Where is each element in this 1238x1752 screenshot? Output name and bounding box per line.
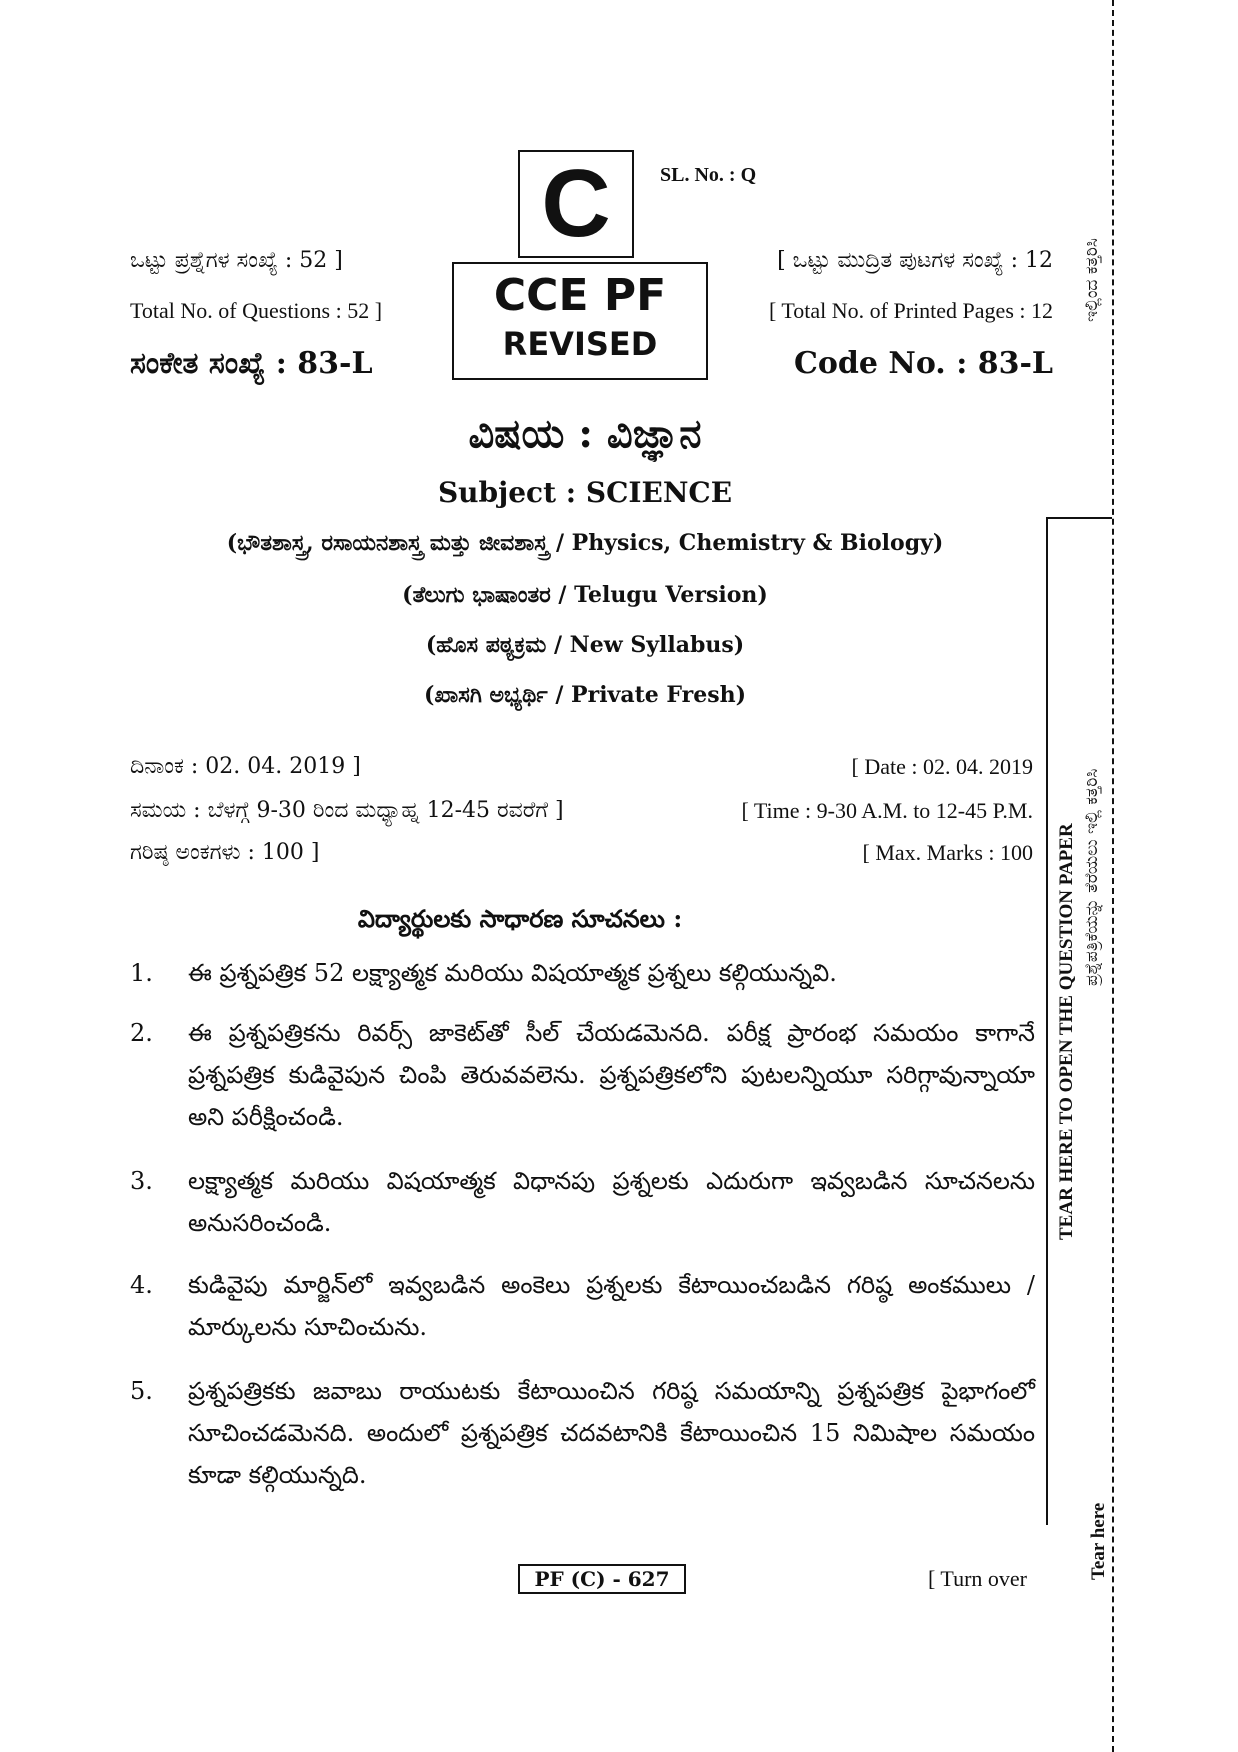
instructions-title: విద్యార్థులకు సాధారణ సూచనలు : (357, 904, 683, 933)
serial-number: SL. No. : Q (660, 164, 757, 186)
instruction-number: 3. (130, 1167, 153, 1195)
instruction-text: ప్రశ్నపత్రికకు జవాబు రాయుటకు కేటాయించిన గరిష్ఠ సమయాన్ని ప్రశ్నపత్రిక పైభాగంలో సూచించడమెనది. అందులో ప్రశ్నపత్రిక చదవటానికి కేటాయించిన 15 నిమిషాల సమయం కూడా కల్గియున్నది. (188, 1377, 1035, 1489)
instruction-item (130, 1370, 1035, 1496)
max-marks-english: [ Max. Marks : 100 (862, 840, 1033, 865)
code-number-english: Code No. : 83-L (794, 346, 1053, 381)
instruction-number: 1. (130, 959, 153, 987)
tear-panel-top-rule (1046, 517, 1112, 519)
instruction-text: ఈ ప్రశ్నపత్రికను రివర్స్ జాకెట్‌తో సీల్ చేయడమెనది. పరీక్ష ప్రారంభ సమయం కాగానే ప్రశ్నపత్రిక కుడివైపున చింపి తెరువవలెను. ప్రశ్నపత్రికలోని పుటలన్నియూ సరిగ్గావున్నాయా అని పరీక్షించండి. (188, 1019, 1035, 1131)
instruction-number: 4. (130, 1271, 153, 1299)
max-marks-kannada: ಗರಿಷ್ಠ ಅಂಕಗಳು : 100 ] (130, 840, 320, 865)
total-questions-english: Total No. of Questions : 52 ] (130, 298, 383, 323)
time-english: [ Time : 9-30 A.M. to 12-45 P.M. (741, 798, 1033, 823)
paper-code: PF (C) - 627 (534, 1567, 670, 1591)
instruction-number: 2. (130, 1019, 153, 1047)
syllabus-type: (ಹೊಸ ಪಠ್ಯಕ್ರಮ / New Syllabus) (425, 632, 745, 658)
total-pages-english: [ Total No. of Printed Pages : 12 (768, 298, 1053, 323)
total-pages-kannada: [ ಒಟ್ಟು ಮುದ್ರಿತ ಪುಟಗಳ ಸಂಖ್ಯೆ : 12 (777, 248, 1053, 273)
paper-code-box (518, 1564, 686, 1594)
exam-title: CCE PF (493, 270, 667, 321)
instruction-item (130, 1160, 1035, 1244)
date-kannada: ದಿನಾಂಕ : 02. 04. 2019 ] (130, 754, 361, 779)
tear-here-label: Tear here (1088, 1502, 1109, 1580)
instruction-item (130, 1012, 1035, 1138)
exam-subtitle: REVISED (502, 325, 658, 363)
instruction-text: లక్ష్యాత్మక మరియు విషయాత్మక విధానపు ప్రశ్నలకు ఎదురుగా ఇవ్వబడిన సూచనలను అనుసరించండి. (188, 1167, 1035, 1237)
date-english: [ Date : 02. 04. 2019 (851, 754, 1033, 779)
instruction-number: 5. (130, 1377, 153, 1405)
exam-title-box (452, 262, 708, 380)
tear-dashed-line (1112, 0, 1114, 1752)
candidate-type: (ಖಾಸಗಿ ಅಭ್ಯರ್ಥಿ / Private Fresh) (423, 682, 747, 708)
instruction-item (130, 952, 1035, 994)
instruction-item (130, 1264, 1035, 1348)
instruction-text: ఈ ప్రశ్నపత్రిక 52 లక్ష్యాత్మక మరియు విషయాత్మక ప్రశ్నలు కల్గియున్నవి. (188, 959, 837, 987)
instruction-text: కుడివైపు మార్జిన్‌లో ఇవ్వబడిన అంకెలు ప్రశ్నలకు కేటాయించబడిన గరిష్ఠ అంకములు / మార్కులను సూచించును. (188, 1271, 1035, 1341)
subject-title-kannada: ವಿಷಯ : ವಿಜ್ಞಾನ (468, 410, 702, 457)
tear-instruction-english: TEAR HERE TO OPEN THE QUESTION PAPER (1056, 823, 1077, 1240)
turn-over-note: [ Turn over (928, 1566, 1028, 1591)
time-kannada: ಸಮಯ : ಬೆಳಗ್ಗೆ 9-30 ರಿಂದ ಮಧ್ಯಾಹ್ನ 12-45 ರವರೆಗೆ ] (130, 798, 564, 823)
tear-panel-left-rule (1046, 517, 1048, 1525)
tear-here-kannada: ಇಲ್ಲಿಂದ ಕತ್ತರಿಸಿ (1082, 238, 1102, 322)
code-number-kannada: ಸಂಕೇತ ಸಂಖ್ಯೆ : 83-L (130, 346, 373, 381)
subject-title-english: Subject : SCIENCE (437, 476, 733, 509)
subject-streams: (ಭೌತಶಾಸ್ತ್ರ, ರಸಾಯನಶಾಸ್ತ್ರ ಮತ್ತು ಜೀವಶಾಸ್ತ್ರ / Physics, Chemistry & Biology) (226, 530, 944, 556)
language-version: (ತೆಲುಗು ಭಾಷಾಂತರ / Telugu Version) (402, 582, 768, 608)
version-letter: C (541, 150, 611, 257)
version-letter-box (518, 150, 634, 258)
total-questions-kannada: ಒಟ್ಟು ಪ್ರಶ್ನೆಗಳ ಸಂಖ್ಯೆ : 52 ] (130, 248, 343, 273)
tear-instruction-kannada: ಪ್ರಶ್ನೆಪತ್ರಿಕೆಯನ್ನು ತೆರೆಯಲು ಇಲ್ಲಿ ಕತ್ತರಿಸಿ (1082, 768, 1102, 986)
